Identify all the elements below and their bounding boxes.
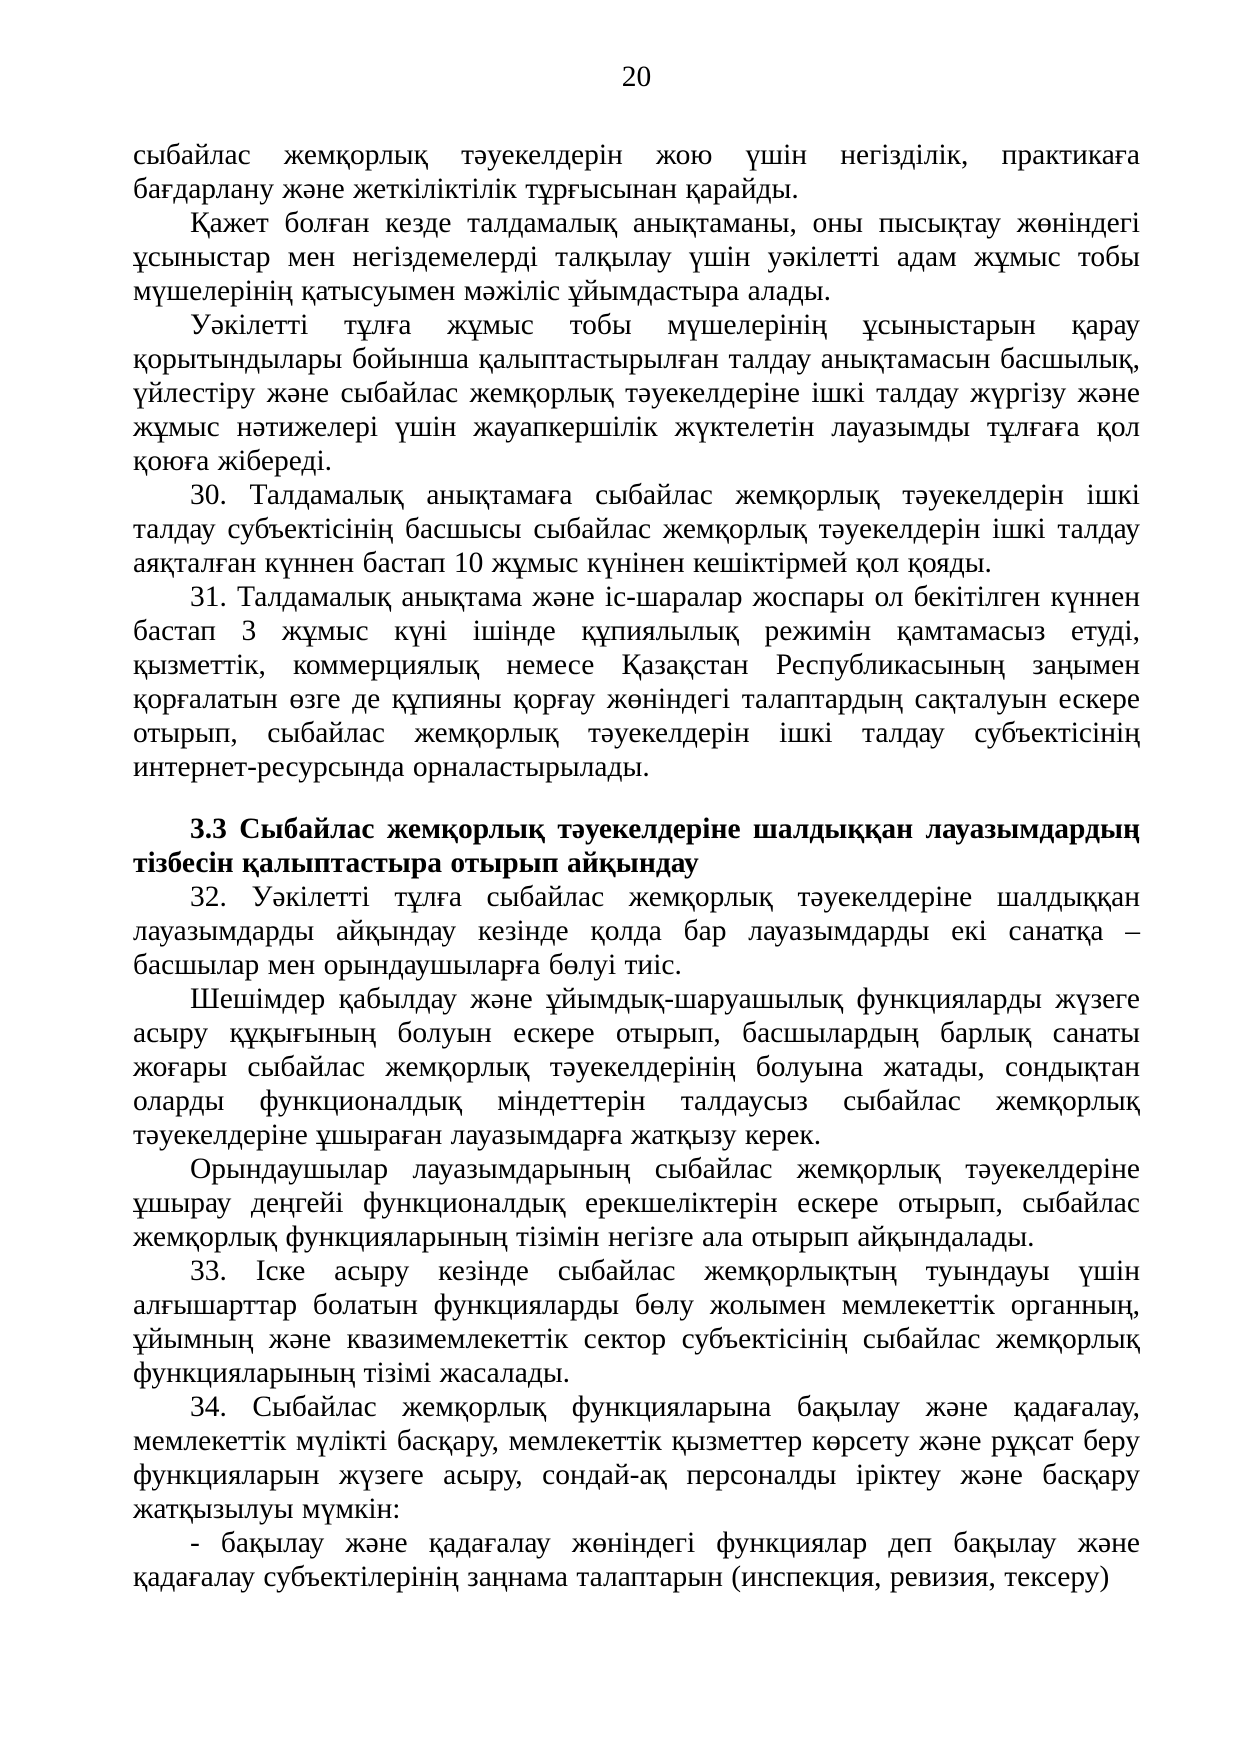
paragraph: Орындаушылар лауазымдарының сыбайлас жемқорлық тәуекелдеріне ұшырау деңгейі функционалдық ерекшеліктерін ескере отырып, сыбайлас жемқорлық функцияларының тізімін негізге ала отырып айқындалады.	[133, 1153, 1140, 1253]
section-heading-3-3: 3.3 Сыбайлас жемқорлық тәуекелдеріне шалдыққан лауазымдардың тізбесін қалыптастыра отырып айқындау	[133, 813, 1140, 879]
paragraph-item-34: 34. Сыбайлас жемқорлық функцияларына бақылау және қадағалау, мемлекеттік мүлікті басқару, мемлекеттік қызметтер көрсету және рұқсат беру функцияларын жүзеге асыру, сондай-ақ персоналды іріктеу және басқару жатқызылуы мүмкін:	[133, 1391, 1140, 1525]
document-body	[133, 138, 1140, 1594]
paragraph-item-31: 31. Талдамалық анықтама және іс-шаралар жоспары ол бекітілген күннен бастап 3 жұмыс күні ішінде құпиялылық режимін қамтамасыз етуді, қызметтік, коммерциялық немесе Қазақстан Республикасының заңымен қорғалатын өзге де құпияны қорғау жөніндегі талаптардың сақталуын ескере отырып, сыбайлас жемқорлық тәуекелдерін ішкі талдау субъектісінің интернет-ресурсында орналастырылады.	[133, 581, 1140, 783]
paragraph-list-item: - бақылау және қадағалау жөніндегі функциялар деп бақылау және қадағалау субъектілерінің заңнама талаптарын (инспекция, ревизия, тексеру)	[133, 1527, 1140, 1593]
page-number: 20	[621, 61, 652, 93]
paragraph-item-32: 32. Уәкілетті тұлға сыбайлас жемқорлық тәуекелдеріне шалдыққан лауазымдарды айқындау кезінде қолда бар лауазымдарды екі санатқа – басшылар мен орындаушыларға бөлуі тиіс.	[133, 881, 1140, 981]
paragraph-continuation: сыбайлас жемқорлық тәуекелдерін жою үшін негізділік, практикаға бағдарлану және жеткіліктілік тұрғысынан қарайды.	[133, 139, 1140, 205]
paragraph: Шешімдер қабылдау және ұйымдық-шаруашылық функцияларды жүзеге асыру құқығының болуын ескере отырып, басшылардың барлық санаты жоғары сыбайлас жемқорлық тәуекелдерінің болуына жатады, сондықтан оларды функционалдық міндеттерін талдаусыз сыбайлас жемқорлық тәуекелдеріне ұшыраған лауазымдарға жатқызу керек.	[133, 983, 1140, 1151]
paragraph-item-33: 33. Іске асыру кезінде сыбайлас жемқорлықтың туындауы үшін алғышарттар болатын функцияларды бөлу жолымен мемлекеттік органның, ұйымның және квазимемлекеттік сектор субъектісінің сыбайлас жемқорлық функцияларының тізімі жасалады.	[133, 1255, 1140, 1389]
paragraph-item-30: 30. Талдамалық анықтамаға сыбайлас жемқорлық тәуекелдерін ішкі талдау субъектісінің басшысы сыбайлас жемқорлық тәуекелдерін ішкі талдау аяқталған күннен бастап 10 жұмыс күнінен кешіктірмей қол қояды.	[133, 479, 1140, 579]
paragraph: Уәкілетті тұлға жұмыс тобы мүшелерінің ұсыныстарын қарау қорытындылары бойынша қалыптастырылған талдау анықтамасын басшылық, үйлестіру және сыбайлас жемқорлық тәуекелдеріне ішкі талдау жүргізу және жұмыс нәтижелері үшін жауапкершілік жүктелетін лауазымды тұлғаға қол қоюға жібереді.	[133, 309, 1140, 477]
paragraph: Қажет болған кезде талдамалық анықтаманы, оны пысықтау жөніндегі ұсыныстар мен негіздемелерді талқылау үшін уәкілетті адам жұмыс тобы мүшелерінің қатысуымен мәжіліс ұйымдастыра алады.	[133, 207, 1140, 307]
